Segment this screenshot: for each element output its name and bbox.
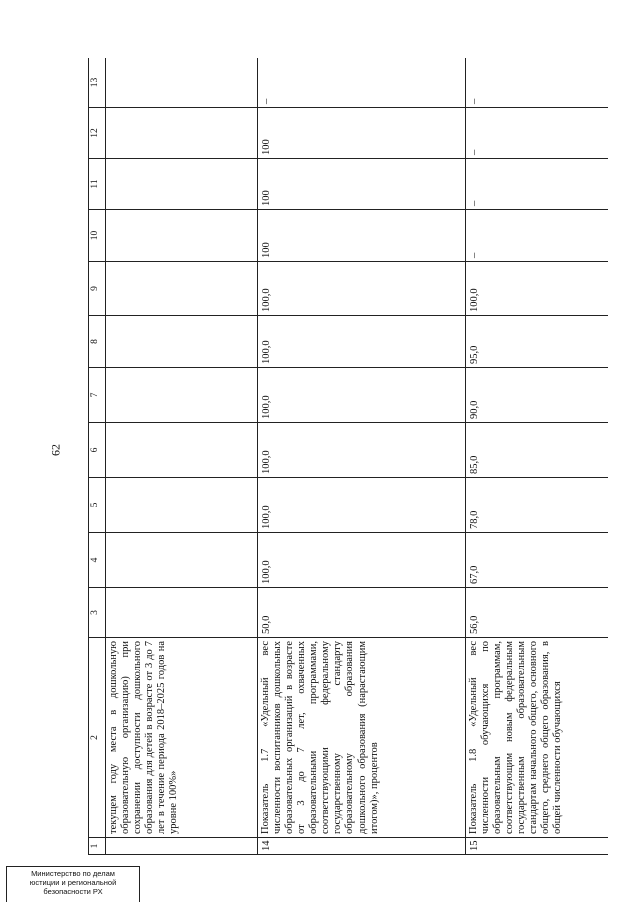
col-header: 4	[89, 533, 106, 588]
value-cell: –	[466, 159, 609, 210]
table-region	[88, 58, 608, 855]
value-cell: –	[466, 58, 609, 108]
header-row	[89, 58, 106, 855]
value-cell	[106, 210, 258, 262]
col-header: 3	[89, 588, 106, 638]
table-row	[106, 58, 258, 855]
stamp-line: юстиции и региональной	[29, 878, 117, 887]
col-header: 11	[89, 159, 106, 210]
value-cell: 100	[258, 159, 466, 210]
value-cell: 56,0	[466, 588, 609, 638]
value-cell	[106, 262, 258, 316]
col-header: 12	[89, 108, 106, 159]
value-cell	[106, 159, 258, 210]
table-row	[258, 58, 466, 855]
col-header: 7	[89, 368, 106, 423]
col-header: 2	[89, 638, 106, 838]
stamp-line: Министерство по делам	[31, 869, 115, 878]
row-number: 14	[258, 838, 466, 855]
value-cell: 100,0	[258, 533, 466, 588]
value-cell: 90,0	[466, 368, 609, 423]
value-cell: 67,0	[466, 533, 609, 588]
value-cell	[106, 478, 258, 533]
col-header: 1	[89, 838, 106, 855]
value-cell: 100,0	[258, 262, 466, 316]
value-cell: 85,0	[466, 423, 609, 478]
value-cell: 100	[258, 108, 466, 159]
value-cell: 78,0	[466, 478, 609, 533]
value-cell	[106, 316, 258, 368]
col-header: 13	[89, 58, 106, 108]
stamp-line: безопасности РХ	[43, 887, 103, 896]
value-cell: –	[258, 58, 466, 108]
indicators-table	[88, 58, 608, 855]
value-cell: 95,0	[466, 316, 609, 368]
col-header: 9	[89, 262, 106, 316]
value-cell	[106, 108, 258, 159]
registration-stamp	[6, 866, 140, 902]
col-header: 5	[89, 478, 106, 533]
indicator-text: Показатель 1.8 «Удельный вес численности обучающихся по образовательным программам, соответствующим новым федеральным государственным образовательным стандартам начального общего, основного общего, среднего общего образования, в общей численности обучающихся	[466, 638, 609, 838]
page-number: 62	[48, 444, 63, 456]
value-cell: –	[466, 210, 609, 262]
value-cell: –	[466, 108, 609, 159]
indicator-text: текущем году места в дошкольную образовательную организацию) при сохранении доступности дошкольного образования для детей в возрасте от 3 до 7 лет в течение периода 2018–2025 годов на уровне 100%»	[106, 638, 258, 838]
table-row	[466, 58, 609, 855]
value-cell: 100,0	[258, 478, 466, 533]
value-cell: 50,0	[258, 588, 466, 638]
value-cell	[106, 588, 258, 638]
value-cell	[106, 368, 258, 423]
col-header: 10	[89, 210, 106, 262]
value-cell: 100,0	[258, 423, 466, 478]
value-cell	[106, 423, 258, 478]
value-cell: 100,0	[258, 316, 466, 368]
indicator-text: Показатель 1.7 «Удельный вес численности воспитанников дошкольных образовательных организаций в возрасте от 3 до 7 лет, охваченных образовательными программами, соответствующими федеральному государственному стандарту образовательному образования дошкольного образования (нарастающим итогом)», процентов	[258, 638, 466, 838]
col-header: 8	[89, 316, 106, 368]
row-number	[106, 838, 258, 855]
col-header: 6	[89, 423, 106, 478]
value-cell: 100	[258, 210, 466, 262]
value-cell: 100,0	[258, 368, 466, 423]
row-number: 15	[466, 838, 609, 855]
rotated-table	[88, 58, 608, 855]
value-cell: 100,0	[466, 262, 609, 316]
value-cell	[106, 533, 258, 588]
value-cell	[106, 58, 258, 108]
